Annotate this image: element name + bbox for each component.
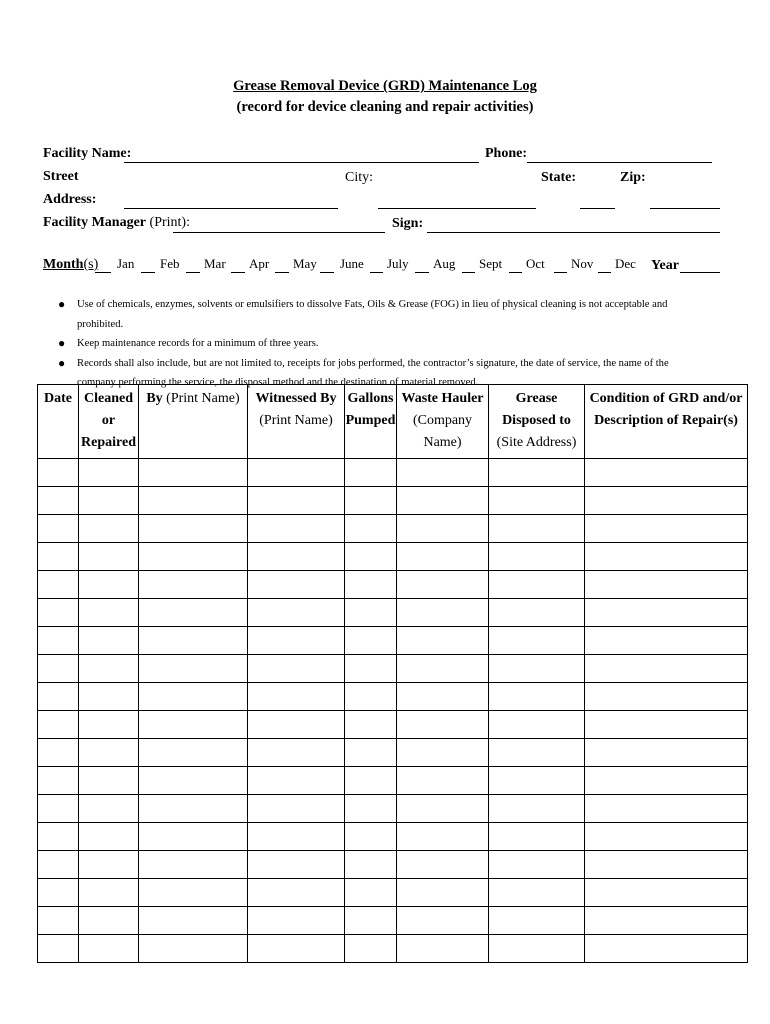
table-cell[interactable] bbox=[585, 515, 748, 543]
bullet-icon: ● bbox=[58, 355, 66, 370]
table-cell[interactable] bbox=[397, 879, 489, 907]
table-cell[interactable] bbox=[139, 907, 248, 935]
table-cell[interactable] bbox=[585, 459, 748, 487]
table-row bbox=[38, 515, 748, 543]
table-cell[interactable] bbox=[397, 599, 489, 627]
table-cell[interactable] bbox=[139, 655, 248, 683]
table-cell[interactable] bbox=[585, 487, 748, 515]
month-jan: Jan bbox=[117, 256, 135, 271]
month-blank-aug[interactable] bbox=[415, 272, 429, 273]
table-row bbox=[38, 683, 748, 711]
month-july: July bbox=[387, 256, 409, 271]
table-cell[interactable] bbox=[585, 683, 748, 711]
table-cell[interactable] bbox=[345, 515, 397, 543]
state-label: State: bbox=[541, 170, 576, 185]
table-cell[interactable] bbox=[139, 767, 248, 795]
table-cell[interactable] bbox=[248, 907, 345, 935]
city-field[interactable] bbox=[378, 208, 536, 209]
table-cell[interactable] bbox=[248, 487, 345, 515]
table-row bbox=[38, 459, 748, 487]
month-sept: Sept bbox=[479, 256, 503, 271]
table-cell[interactable] bbox=[585, 879, 748, 907]
month-blank-oct[interactable] bbox=[509, 272, 522, 273]
facility-manager-field[interactable] bbox=[173, 232, 385, 233]
month-blank-apr[interactable] bbox=[231, 272, 245, 273]
table-cell[interactable] bbox=[397, 795, 489, 823]
table-cell[interactable] bbox=[489, 739, 585, 767]
table-cell[interactable] bbox=[397, 907, 489, 935]
zip-field[interactable] bbox=[650, 208, 720, 209]
table-cell[interactable] bbox=[139, 543, 248, 571]
table-cell[interactable] bbox=[585, 935, 748, 963]
table-cell[interactable] bbox=[248, 935, 345, 963]
table-cell[interactable] bbox=[489, 459, 585, 487]
table-cell[interactable] bbox=[79, 459, 139, 487]
table-cell[interactable] bbox=[397, 487, 489, 515]
table-cell[interactable] bbox=[397, 627, 489, 655]
table-row bbox=[38, 711, 748, 739]
facility-manager-label: Facility Manager (Print): bbox=[43, 215, 190, 230]
table-cell[interactable] bbox=[139, 459, 248, 487]
table-cell[interactable] bbox=[79, 795, 139, 823]
month-apr: Apr bbox=[249, 256, 270, 271]
table-header-row bbox=[38, 385, 748, 459]
table-cell[interactable] bbox=[79, 851, 139, 879]
table-cell[interactable] bbox=[248, 767, 345, 795]
table-cell[interactable] bbox=[397, 655, 489, 683]
table-cell[interactable] bbox=[489, 543, 585, 571]
table-cell[interactable] bbox=[248, 627, 345, 655]
table-cell[interactable] bbox=[38, 711, 79, 739]
table-cell[interactable] bbox=[489, 599, 585, 627]
month-blank-nov[interactable] bbox=[554, 272, 567, 273]
col-header-waste-hauler: Waste Hauler (Company Name) bbox=[397, 385, 489, 459]
year-label: Year bbox=[651, 258, 679, 273]
col-header-by: By (Print Name) bbox=[139, 385, 248, 459]
table-cell[interactable] bbox=[585, 627, 748, 655]
table-cell[interactable] bbox=[345, 711, 397, 739]
table-cell[interactable] bbox=[79, 907, 139, 935]
table-cell[interactable] bbox=[489, 879, 585, 907]
table-cell[interactable] bbox=[345, 767, 397, 795]
table-row bbox=[38, 739, 748, 767]
table-cell[interactable] bbox=[139, 683, 248, 711]
table-cell[interactable] bbox=[139, 795, 248, 823]
table-cell[interactable] bbox=[139, 571, 248, 599]
month-feb: Feb bbox=[160, 256, 180, 271]
table-cell[interactable] bbox=[139, 515, 248, 543]
table-cell[interactable] bbox=[139, 711, 248, 739]
col-header-gallons-pumped: Gallons Pumped bbox=[345, 385, 397, 459]
table-cell[interactable] bbox=[38, 767, 79, 795]
month-mar: Mar bbox=[204, 256, 226, 271]
note-item: ● Records shall also include, but are not limited to, receipts for jobs performed, the contractor’s signature, the date of service, the name of the company performing the service, the disposal method and the destination of material removed. bbox=[58, 355, 669, 388]
facility-name-label: Facility Name: bbox=[43, 146, 132, 161]
table-row bbox=[38, 571, 748, 599]
phone-field[interactable] bbox=[527, 162, 712, 163]
table-cell[interactable] bbox=[585, 599, 748, 627]
table-cell[interactable] bbox=[248, 851, 345, 879]
table-cell[interactable] bbox=[248, 711, 345, 739]
table-cell[interactable] bbox=[397, 711, 489, 739]
table-cell[interactable] bbox=[489, 711, 585, 739]
table-cell[interactable] bbox=[397, 543, 489, 571]
table-cell[interactable] bbox=[139, 851, 248, 879]
month-oct: Oct bbox=[526, 256, 545, 271]
table-cell[interactable] bbox=[345, 459, 397, 487]
table-cell[interactable] bbox=[79, 935, 139, 963]
table-cell[interactable] bbox=[345, 823, 397, 851]
street-address-field[interactable] bbox=[124, 208, 338, 209]
phone-label: Phone: bbox=[485, 146, 527, 161]
table-cell[interactable] bbox=[79, 627, 139, 655]
table-cell[interactable] bbox=[139, 487, 248, 515]
table-cell[interactable] bbox=[248, 823, 345, 851]
table-row bbox=[38, 655, 748, 683]
table-cell[interactable] bbox=[139, 599, 248, 627]
table-cell[interactable] bbox=[345, 655, 397, 683]
table-cell[interactable] bbox=[38, 459, 79, 487]
table-row bbox=[38, 795, 748, 823]
signature-field[interactable] bbox=[427, 232, 720, 233]
year-field[interactable] bbox=[680, 272, 720, 273]
table-cell[interactable] bbox=[585, 767, 748, 795]
table-cell[interactable] bbox=[345, 627, 397, 655]
table-cell[interactable] bbox=[139, 823, 248, 851]
table-cell[interactable] bbox=[397, 683, 489, 711]
table-cell[interactable] bbox=[345, 851, 397, 879]
address-label: Address: bbox=[43, 192, 97, 207]
month-blank-mar[interactable] bbox=[186, 272, 200, 273]
table-cell[interactable] bbox=[38, 543, 79, 571]
table-cell[interactable] bbox=[397, 935, 489, 963]
table-cell[interactable] bbox=[585, 571, 748, 599]
table-cell[interactable] bbox=[38, 487, 79, 515]
table-cell[interactable] bbox=[248, 543, 345, 571]
table-cell[interactable] bbox=[585, 823, 748, 851]
table-cell[interactable] bbox=[489, 767, 585, 795]
table-cell[interactable] bbox=[585, 907, 748, 935]
month-may: May bbox=[293, 256, 317, 271]
table-cell[interactable] bbox=[79, 683, 139, 711]
col-header-date: Date bbox=[38, 385, 79, 459]
col-header-condition: Condition of GRD and/or Description of Repair(s) bbox=[585, 385, 748, 459]
table-cell[interactable] bbox=[139, 879, 248, 907]
table-cell[interactable] bbox=[489, 907, 585, 935]
table-cell[interactable] bbox=[345, 487, 397, 515]
table-cell[interactable] bbox=[489, 823, 585, 851]
table-cell[interactable] bbox=[345, 571, 397, 599]
table-cell[interactable] bbox=[79, 711, 139, 739]
month-blank-dec[interactable] bbox=[598, 272, 611, 273]
table-cell[interactable] bbox=[38, 571, 79, 599]
table-cell[interactable] bbox=[248, 515, 345, 543]
state-field[interactable] bbox=[580, 208, 615, 209]
table-cell[interactable] bbox=[38, 739, 79, 767]
table-cell[interactable] bbox=[489, 851, 585, 879]
table-cell[interactable] bbox=[397, 851, 489, 879]
table-cell[interactable] bbox=[79, 767, 139, 795]
table-cell[interactable] bbox=[79, 487, 139, 515]
table-cell[interactable] bbox=[345, 599, 397, 627]
facility-name-field[interactable] bbox=[124, 162, 479, 163]
month-blank-sept[interactable] bbox=[462, 272, 475, 273]
table-cell[interactable] bbox=[139, 627, 248, 655]
table-cell[interactable] bbox=[397, 767, 489, 795]
col-header-cleaned-or-repaired: Cleaned or Repaired bbox=[79, 385, 139, 459]
table-cell[interactable] bbox=[38, 599, 79, 627]
table-cell[interactable] bbox=[489, 935, 585, 963]
table-row bbox=[38, 599, 748, 627]
note-item: ● Keep maintenance records for a minimum of three years. bbox=[58, 334, 698, 354]
table-cell[interactable] bbox=[585, 739, 748, 767]
sign-label: Sign: bbox=[392, 216, 424, 231]
table-cell[interactable] bbox=[139, 739, 248, 767]
table-cell[interactable] bbox=[248, 459, 345, 487]
col-header-grease-disposed-to: Grease Disposed to (Site Address) bbox=[489, 385, 585, 459]
table-cell[interactable] bbox=[38, 935, 79, 963]
table-cell[interactable] bbox=[38, 879, 79, 907]
table-cell[interactable] bbox=[248, 599, 345, 627]
month-june: June bbox=[340, 256, 364, 271]
table-cell[interactable] bbox=[345, 683, 397, 711]
table-cell[interactable] bbox=[79, 739, 139, 767]
table-cell[interactable] bbox=[585, 795, 748, 823]
table-row bbox=[38, 823, 748, 851]
table-cell[interactable] bbox=[79, 543, 139, 571]
page-subtitle: (record for device cleaning and repair activities) bbox=[236, 99, 534, 115]
table-cell[interactable] bbox=[79, 879, 139, 907]
bullet-icon: ● bbox=[58, 297, 66, 311]
table-row bbox=[38, 879, 748, 907]
table-row bbox=[38, 851, 748, 879]
table-cell[interactable] bbox=[38, 515, 79, 543]
table-cell[interactable] bbox=[248, 655, 345, 683]
table-cell[interactable] bbox=[345, 935, 397, 963]
table-cell[interactable] bbox=[79, 599, 139, 627]
month-aug: Aug bbox=[433, 256, 456, 271]
month-blank-june[interactable] bbox=[320, 272, 334, 273]
month-blank-feb[interactable] bbox=[141, 272, 155, 273]
month-blank-july[interactable] bbox=[370, 272, 383, 273]
table-row bbox=[38, 543, 748, 571]
table-cell[interactable] bbox=[38, 851, 79, 879]
table-cell[interactable] bbox=[79, 823, 139, 851]
table-cell[interactable] bbox=[345, 795, 397, 823]
table-cell[interactable] bbox=[489, 515, 585, 543]
bullet-icon: ● bbox=[58, 336, 66, 350]
table-cell[interactable] bbox=[397, 739, 489, 767]
table-cell[interactable] bbox=[585, 711, 748, 739]
maintenance-log-table bbox=[37, 384, 748, 963]
table-cell[interactable] bbox=[79, 655, 139, 683]
table-row bbox=[38, 907, 748, 935]
month-nov: Nov bbox=[571, 256, 594, 271]
month-dec: Dec bbox=[615, 256, 636, 271]
table-row bbox=[38, 487, 748, 515]
table-cell[interactable] bbox=[585, 851, 748, 879]
table-cell[interactable] bbox=[38, 655, 79, 683]
table-cell[interactable] bbox=[489, 795, 585, 823]
table-cell[interactable] bbox=[38, 795, 79, 823]
table-cell[interactable] bbox=[345, 739, 397, 767]
table-row bbox=[38, 627, 748, 655]
table-cell[interactable] bbox=[489, 487, 585, 515]
table-cell[interactable] bbox=[79, 515, 139, 543]
table-cell[interactable] bbox=[38, 683, 79, 711]
table-cell[interactable] bbox=[248, 879, 345, 907]
table-cell[interactable] bbox=[79, 571, 139, 599]
col-header-witnessed-by: Witnessed By (Print Name) bbox=[248, 385, 345, 459]
table-cell[interactable] bbox=[397, 459, 489, 487]
table-cell[interactable] bbox=[38, 823, 79, 851]
table-cell[interactable] bbox=[345, 543, 397, 571]
table-cell[interactable] bbox=[397, 571, 489, 599]
table-cell[interactable] bbox=[585, 655, 748, 683]
table-cell[interactable] bbox=[38, 907, 79, 935]
table-cell[interactable] bbox=[397, 515, 489, 543]
table-cell[interactable] bbox=[489, 683, 585, 711]
table-cell[interactable] bbox=[38, 627, 79, 655]
table-cell[interactable] bbox=[489, 627, 585, 655]
table-cell[interactable] bbox=[139, 935, 248, 963]
table-cell[interactable] bbox=[585, 543, 748, 571]
table-row bbox=[38, 767, 748, 795]
table-cell[interactable] bbox=[489, 655, 585, 683]
zip-label: Zip: bbox=[620, 170, 646, 185]
page-title: Grease Removal Device (GRD) Maintenance Log bbox=[233, 78, 537, 94]
street-label: Street bbox=[43, 169, 79, 184]
table-cell[interactable] bbox=[345, 907, 397, 935]
month-blank-may[interactable] bbox=[275, 272, 289, 273]
table-cell[interactable] bbox=[489, 571, 585, 599]
note-item: ● Use of chemicals, enzymes, solvents or emulsifiers to dissolve Fats, Oils & Grease (FOG) in lieu of physical cleaning is not acceptable and prohibited. bbox=[58, 297, 668, 330]
table-cell[interactable] bbox=[248, 795, 345, 823]
table-cell[interactable] bbox=[248, 739, 345, 767]
table-cell[interactable] bbox=[345, 879, 397, 907]
table-cell[interactable] bbox=[248, 571, 345, 599]
month-label: Month(s) bbox=[43, 257, 99, 272]
month-blank-jan[interactable] bbox=[95, 272, 111, 273]
table-cell[interactable] bbox=[397, 823, 489, 851]
city-label: City: bbox=[345, 170, 374, 185]
notes-list bbox=[58, 295, 698, 393]
table-row bbox=[38, 935, 748, 963]
table-cell[interactable] bbox=[248, 683, 345, 711]
